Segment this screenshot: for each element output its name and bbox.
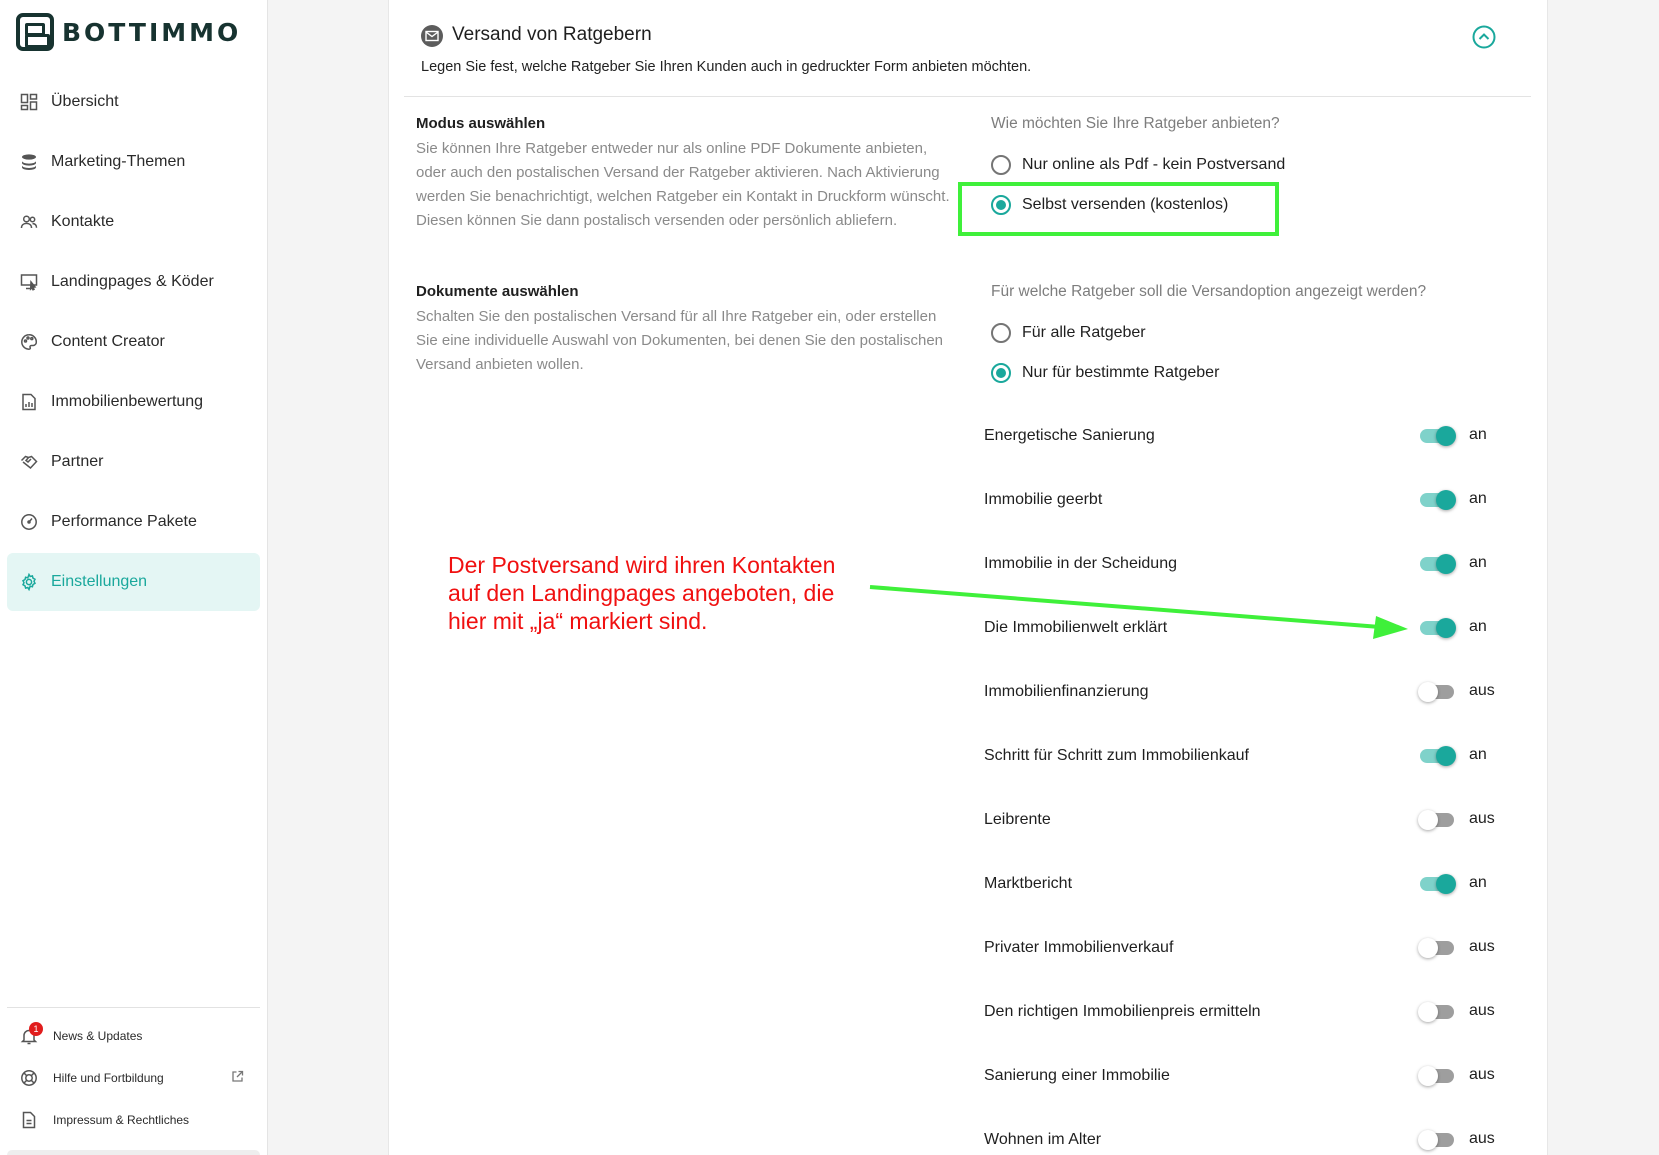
- sidebar-item-label: Marketing-Themen: [51, 153, 186, 170]
- sidebar-item-label: Landingpages & Köder: [51, 273, 214, 290]
- sidebar-item-label: Content Creator: [51, 333, 165, 350]
- guide-label: Privater Immobilienverkauf: [984, 939, 1174, 956]
- guide-toggle-switch[interactable]: [1418, 490, 1456, 510]
- collapse-button[interactable]: [1472, 25, 1496, 49]
- sidebar-item-hilfe[interactable]: [7, 1057, 260, 1099]
- toggle-state-label: aus: [1469, 810, 1495, 827]
- people-icon: [19, 212, 39, 232]
- gauge-icon: [19, 512, 39, 532]
- sidebar-item-label: Einstellungen: [51, 573, 148, 590]
- guide-toggle-switch[interactable]: [1418, 938, 1456, 958]
- guide-toggle-switch[interactable]: [1418, 1130, 1456, 1150]
- toggle-knob: [1418, 1002, 1438, 1022]
- guide-label: Marktbericht: [984, 875, 1073, 892]
- sidebar-item-label: Hilfe und Fortbildung: [53, 1071, 164, 1085]
- mode-section-description: Sie können Ihre Ratgeber entweder nur als online PDF Dokumente anbieten, oder auch den postalischen Versand der Ratgeber aktivieren. Nach Aktivierung werden Sie benachrichtigt, welchen Ratgeber ein Kontakt in Druckform wünscht. Diesen können Sie dann postalisch versenden oder persönlich abliefern.: [416, 140, 950, 229]
- toggle-state-label: an: [1469, 746, 1487, 763]
- guide-toggle-row: [984, 677, 1504, 707]
- palette-icon: [19, 332, 39, 352]
- sidebar-item-label: Kontakte: [51, 213, 115, 230]
- sidebar: [0, 0, 268, 1155]
- chevron-up-icon: [1472, 25, 1496, 49]
- guide-toggle-row: [984, 549, 1504, 579]
- brand-name: BOTTIMMO: [62, 17, 242, 47]
- toggle-knob: [1436, 874, 1456, 894]
- sidebar-item-label: Immobilienbewertung: [51, 393, 204, 410]
- radio-selected-guides[interactable]: [991, 361, 1219, 385]
- sidebar-item-news-updates[interactable]: [7, 1015, 260, 1057]
- brand-logo[interactable]: [16, 13, 241, 51]
- highlight-box: [958, 182, 1279, 236]
- sidebar-footer-nav: [7, 1015, 260, 1141]
- documents-question: Für welche Ratgeber soll die Versandoption angezeigt werden?: [991, 283, 1427, 300]
- sidebar-divider: [7, 1007, 260, 1008]
- guide-toggle-row: [984, 421, 1504, 451]
- guide-toggle-switch[interactable]: [1418, 810, 1456, 830]
- radio-all-guides[interactable]: [991, 321, 1146, 345]
- toggle-state-label: aus: [1469, 1002, 1495, 1019]
- monitor-pointer-icon: [19, 272, 39, 292]
- guide-label: Immobilienfinanzierung: [984, 683, 1149, 700]
- guide-toggle-row: [984, 997, 1504, 1027]
- guide-label: Schritt für Schritt zum Immobilienkauf: [984, 747, 1249, 764]
- guide-label: Wohnen im Alter: [984, 1131, 1102, 1148]
- guide-toggle-switch[interactable]: [1418, 746, 1456, 766]
- document-chart-icon: [19, 392, 39, 412]
- guide-toggle-row: [984, 1061, 1504, 1091]
- notification-badge: 1: [29, 1022, 43, 1036]
- guide-label: Energetische Sanierung: [984, 427, 1155, 444]
- annotation-line: Der Postversand wird ihren Kontakten: [448, 552, 836, 578]
- radio-label: Für alle Ratgeber: [1022, 324, 1146, 341]
- toggle-knob: [1418, 938, 1438, 958]
- toggle-state-label: aus: [1469, 682, 1495, 699]
- toggle-knob: [1436, 554, 1456, 574]
- stack-icon: [19, 152, 39, 172]
- mail-icon: [421, 25, 443, 47]
- sidebar-nav: [7, 73, 260, 613]
- guide-toggle-switch[interactable]: [1418, 682, 1456, 702]
- guide-toggle-row: [984, 805, 1504, 835]
- sidebar-item-einstellungen[interactable]: [7, 553, 260, 611]
- guide-toggle-switch[interactable]: [1418, 1002, 1456, 1022]
- sidebar-item-label: Performance Pakete: [51, 513, 197, 530]
- radio-label: Nur online als Pdf - kein Postversand: [1022, 156, 1286, 173]
- guide-toggle-row: [984, 869, 1504, 899]
- annotation-line: auf den Landingpages angeboten, die: [448, 580, 835, 606]
- sidebar-item-label: Übersicht: [51, 93, 119, 110]
- sidebar-user-bar[interactable]: [7, 1150, 260, 1155]
- toggle-state-label: aus: [1469, 938, 1495, 955]
- document-icon: [19, 1110, 39, 1130]
- guide-label: Sanierung einer Immobilie: [984, 1067, 1170, 1084]
- sidebar-item-marketing-themen[interactable]: [7, 133, 260, 191]
- toggle-knob: [1436, 618, 1456, 638]
- toggle-knob: [1418, 1130, 1438, 1150]
- card-divider: [404, 96, 1531, 97]
- radio-button[interactable]: [991, 155, 1011, 175]
- sidebar-item-uebersicht[interactable]: [7, 73, 260, 131]
- documents-section-title: Dokumente auswählen: [416, 283, 579, 300]
- mode-question: Wie möchten Sie Ihre Ratgeber anbieten?: [991, 115, 1280, 132]
- toggle-knob: [1436, 490, 1456, 510]
- sidebar-item-immobilienbewertung[interactable]: [7, 373, 260, 431]
- sidebar-item-label: News & Updates: [53, 1029, 143, 1043]
- guide-toggle-switch[interactable]: [1418, 1066, 1456, 1086]
- toggle-state-label: an: [1469, 874, 1487, 891]
- card-subtitle: Legen Sie fest, welche Ratgeber Sie Ihren Kunden auch in gedruckter Form anbieten möchten.: [421, 59, 1032, 75]
- sidebar-item-landingpages[interactable]: [7, 253, 260, 311]
- guide-toggle-switch[interactable]: [1418, 618, 1456, 638]
- toggle-state-label: an: [1469, 490, 1487, 507]
- toggle-knob: [1418, 810, 1438, 830]
- gear-icon: [19, 572, 39, 592]
- toggle-knob: [1436, 746, 1456, 766]
- sidebar-item-performance-pakete[interactable]: [7, 493, 260, 551]
- sidebar-item-content-creator[interactable]: [7, 313, 260, 371]
- annotation-arrow: [860, 576, 1420, 636]
- guide-label: Leibrente: [984, 811, 1051, 828]
- documents-section-description: Schalten Sie den postalischen Versand für all Ihre Ratgeber ein, oder erstellen Sie eine individuelle Auswahl von Dokumenten, bei denen Sie den postalischen Versand anbieten wollen.: [416, 308, 944, 373]
- guide-toggle-row: [984, 741, 1504, 771]
- toggle-state-label: aus: [1469, 1130, 1495, 1147]
- handshake-icon: [19, 452, 39, 472]
- toggle-state-label: an: [1469, 618, 1487, 635]
- radio-label: Selbst versenden (kostenlos): [1022, 196, 1229, 213]
- lifebuoy-icon: [19, 1068, 39, 1088]
- guide-toggle-row: [984, 933, 1504, 963]
- guide-label: Immobilie in der Scheidung: [984, 555, 1177, 572]
- sidebar-item-label: Impressum & Rechtliches: [53, 1113, 190, 1127]
- card-title: Versand von Ratgebern: [452, 24, 652, 45]
- toggle-knob: [1418, 682, 1438, 702]
- bell-icon: [19, 1026, 39, 1046]
- toggle-knob: [1418, 1066, 1438, 1086]
- sidebar-item-partner[interactable]: [7, 433, 260, 491]
- mode-section-title: Modus auswählen: [416, 115, 546, 132]
- sidebar-item-kontakte[interactable]: [7, 193, 260, 251]
- toggle-knob: [1436, 426, 1456, 446]
- toggle-state-label: an: [1469, 426, 1487, 443]
- radio-button[interactable]: [991, 323, 1011, 343]
- radio-online-only[interactable]: [991, 153, 1285, 177]
- guide-toggle-switch[interactable]: [1418, 554, 1456, 574]
- radio-label: Nur für bestimmte Ratgeber: [1022, 364, 1220, 381]
- bottimmo-logo-icon: [16, 13, 54, 51]
- external-link-icon: [231, 1070, 244, 1086]
- guide-label: Die Immobilienwelt erklärt: [984, 619, 1168, 636]
- sidebar-item-impressum[interactable]: [7, 1099, 260, 1141]
- guide-toggle-row: [984, 1125, 1504, 1155]
- toggle-state-label: aus: [1469, 1066, 1495, 1083]
- annotation-line: hier mit „ja“ markiert sind.: [448, 608, 708, 634]
- dashboard-icon: [19, 92, 39, 112]
- guide-toggle-switch[interactable]: [1418, 426, 1456, 446]
- guide-toggle-row: [984, 485, 1504, 515]
- sidebar-item-label: Partner: [51, 453, 104, 470]
- guide-toggle-switch[interactable]: [1418, 874, 1456, 894]
- guide-label: Immobilie geerbt: [984, 491, 1103, 508]
- toggle-state-label: an: [1469, 554, 1487, 571]
- guide-label: Den richtigen Immobilienpreis ermitteln: [984, 1003, 1261, 1020]
- radio-button[interactable]: [991, 363, 1011, 383]
- annotation-text: [448, 551, 868, 635]
